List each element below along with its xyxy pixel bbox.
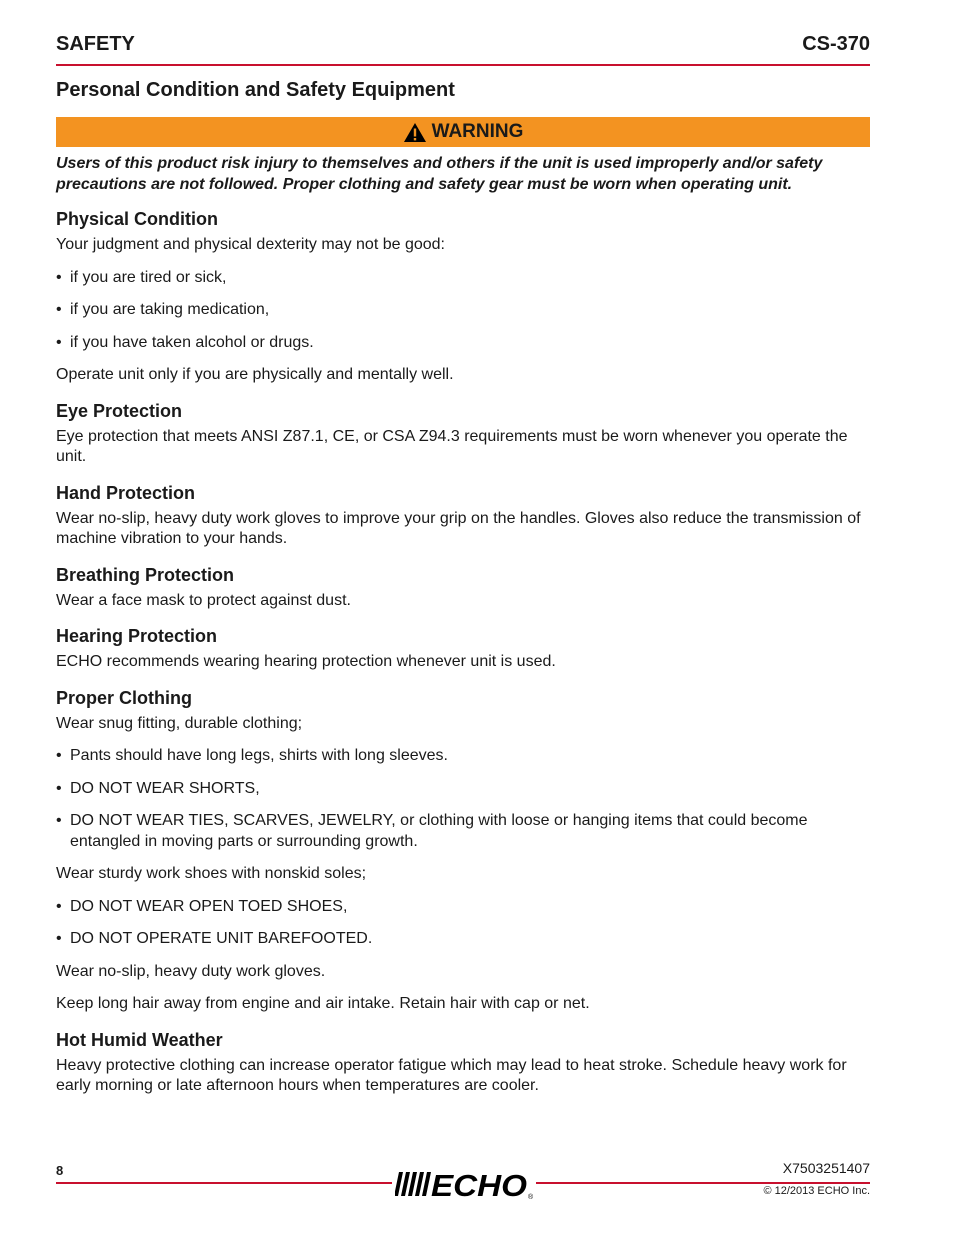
list-item: • if you are taking medication,: [56, 301, 270, 318]
breathing-protection-heading: Breathing Protection: [56, 564, 235, 585]
section-title: SAFETY: [56, 33, 135, 55]
copyright: © 12/2013 ECHO Inc.: [763, 1185, 870, 1197]
hand-protection-text: Wear no-slip, heavy duty work gloves to improve your grip on the handles. Gloves also reduce the transmission of machine vibration to your hands.: [56, 509, 861, 547]
document-number: X7503251407: [782, 1160, 870, 1176]
hearing-protection-text: ECHO recommends wearing hearing protection whenever unit is used.: [56, 653, 556, 670]
echo-logo: [395, 1166, 535, 1200]
physical-outro: Operate unit only if you are physically and mentally well.: [56, 366, 454, 383]
physical-condition-heading: Physical Condition: [56, 209, 219, 229]
eye-protection-heading: Eye Protection: [56, 400, 183, 421]
content: [56, 208, 870, 1109]
warning-banner: [56, 117, 870, 147]
warning-text: Users of this product risk injury to themselves and others if the unit is used improperly and/or safety precautions are not followed. Proper clothing and safety gear must be worn when operating unit.: [56, 155, 823, 193]
list-item: • DO NOT OPERATE UNIT BAREFOOTED.: [56, 930, 373, 947]
list-item: • if you are tired or sick,: [56, 268, 227, 286]
header-divider: [56, 64, 870, 66]
hair-text: Keep long hair away from engine and air intake. Retain hair with cap or net.: [56, 995, 590, 1012]
warning-triangle-icon: [403, 122, 427, 143]
eye-protection-text: Eye protection that meets ANSI Z87.1, CE, or CSA Z94.3 requirements must be worn whenever you operate the unit.: [56, 427, 848, 465]
list-item: • DO NOT WEAR OPEN TOED SHOES,: [56, 897, 348, 915]
logo-wordmark: ECHO: [431, 1168, 527, 1200]
list-item: • Pants should have long legs, shirts with long sleeves.: [56, 747, 448, 764]
physical-intro: Your judgment and physical dexterity may not be good:: [56, 236, 445, 253]
list-item: • if you have taken alcohol or drugs.: [56, 333, 314, 351]
footer-divider-left: [56, 1182, 392, 1184]
shoes-intro: Wear sturdy work shoes with nonskid soles;: [56, 865, 367, 882]
hot-humid-weather-heading: Hot Humid Weather: [56, 1029, 223, 1050]
proper-clothing-heading: Proper Clothing: [56, 687, 192, 708]
clothing-intro: Wear snug fitting, durable clothing;: [56, 714, 303, 732]
footer-divider-right: [536, 1182, 870, 1184]
hearing-protection-heading: Hearing Protection: [56, 626, 218, 646]
hand-protection-heading: Hand Protection: [56, 482, 196, 503]
breathing-protection-text: Wear a face mask to protect against dust.: [56, 591, 351, 609]
warning-label: WARNING: [431, 121, 524, 142]
page-number: 8: [56, 1163, 64, 1178]
gloves-text: Wear no-slip, heavy duty work gloves.: [56, 962, 326, 980]
hot-humid-weather-text: Heavy protective clothing can increase operator fatigue which may lead to heat stroke. Schedule heavy work for early morning or late afternoon hours when temperatures are cooler.: [56, 1056, 847, 1094]
page-header: [56, 33, 870, 61]
list-item: • DO NOT WEAR SHORTS,: [56, 779, 260, 797]
page-title: Personal Condition and Safety Equipment: [56, 79, 455, 101]
list-item: • DO NOT WEAR TIES, SCARVES, JEWELRY, or clothing with loose or hanging items that could become entangled in moving parts or surrounding growth.: [56, 812, 808, 850]
registered-mark: ®: [528, 1194, 534, 1200]
model-number: CS-370: [802, 33, 870, 55]
